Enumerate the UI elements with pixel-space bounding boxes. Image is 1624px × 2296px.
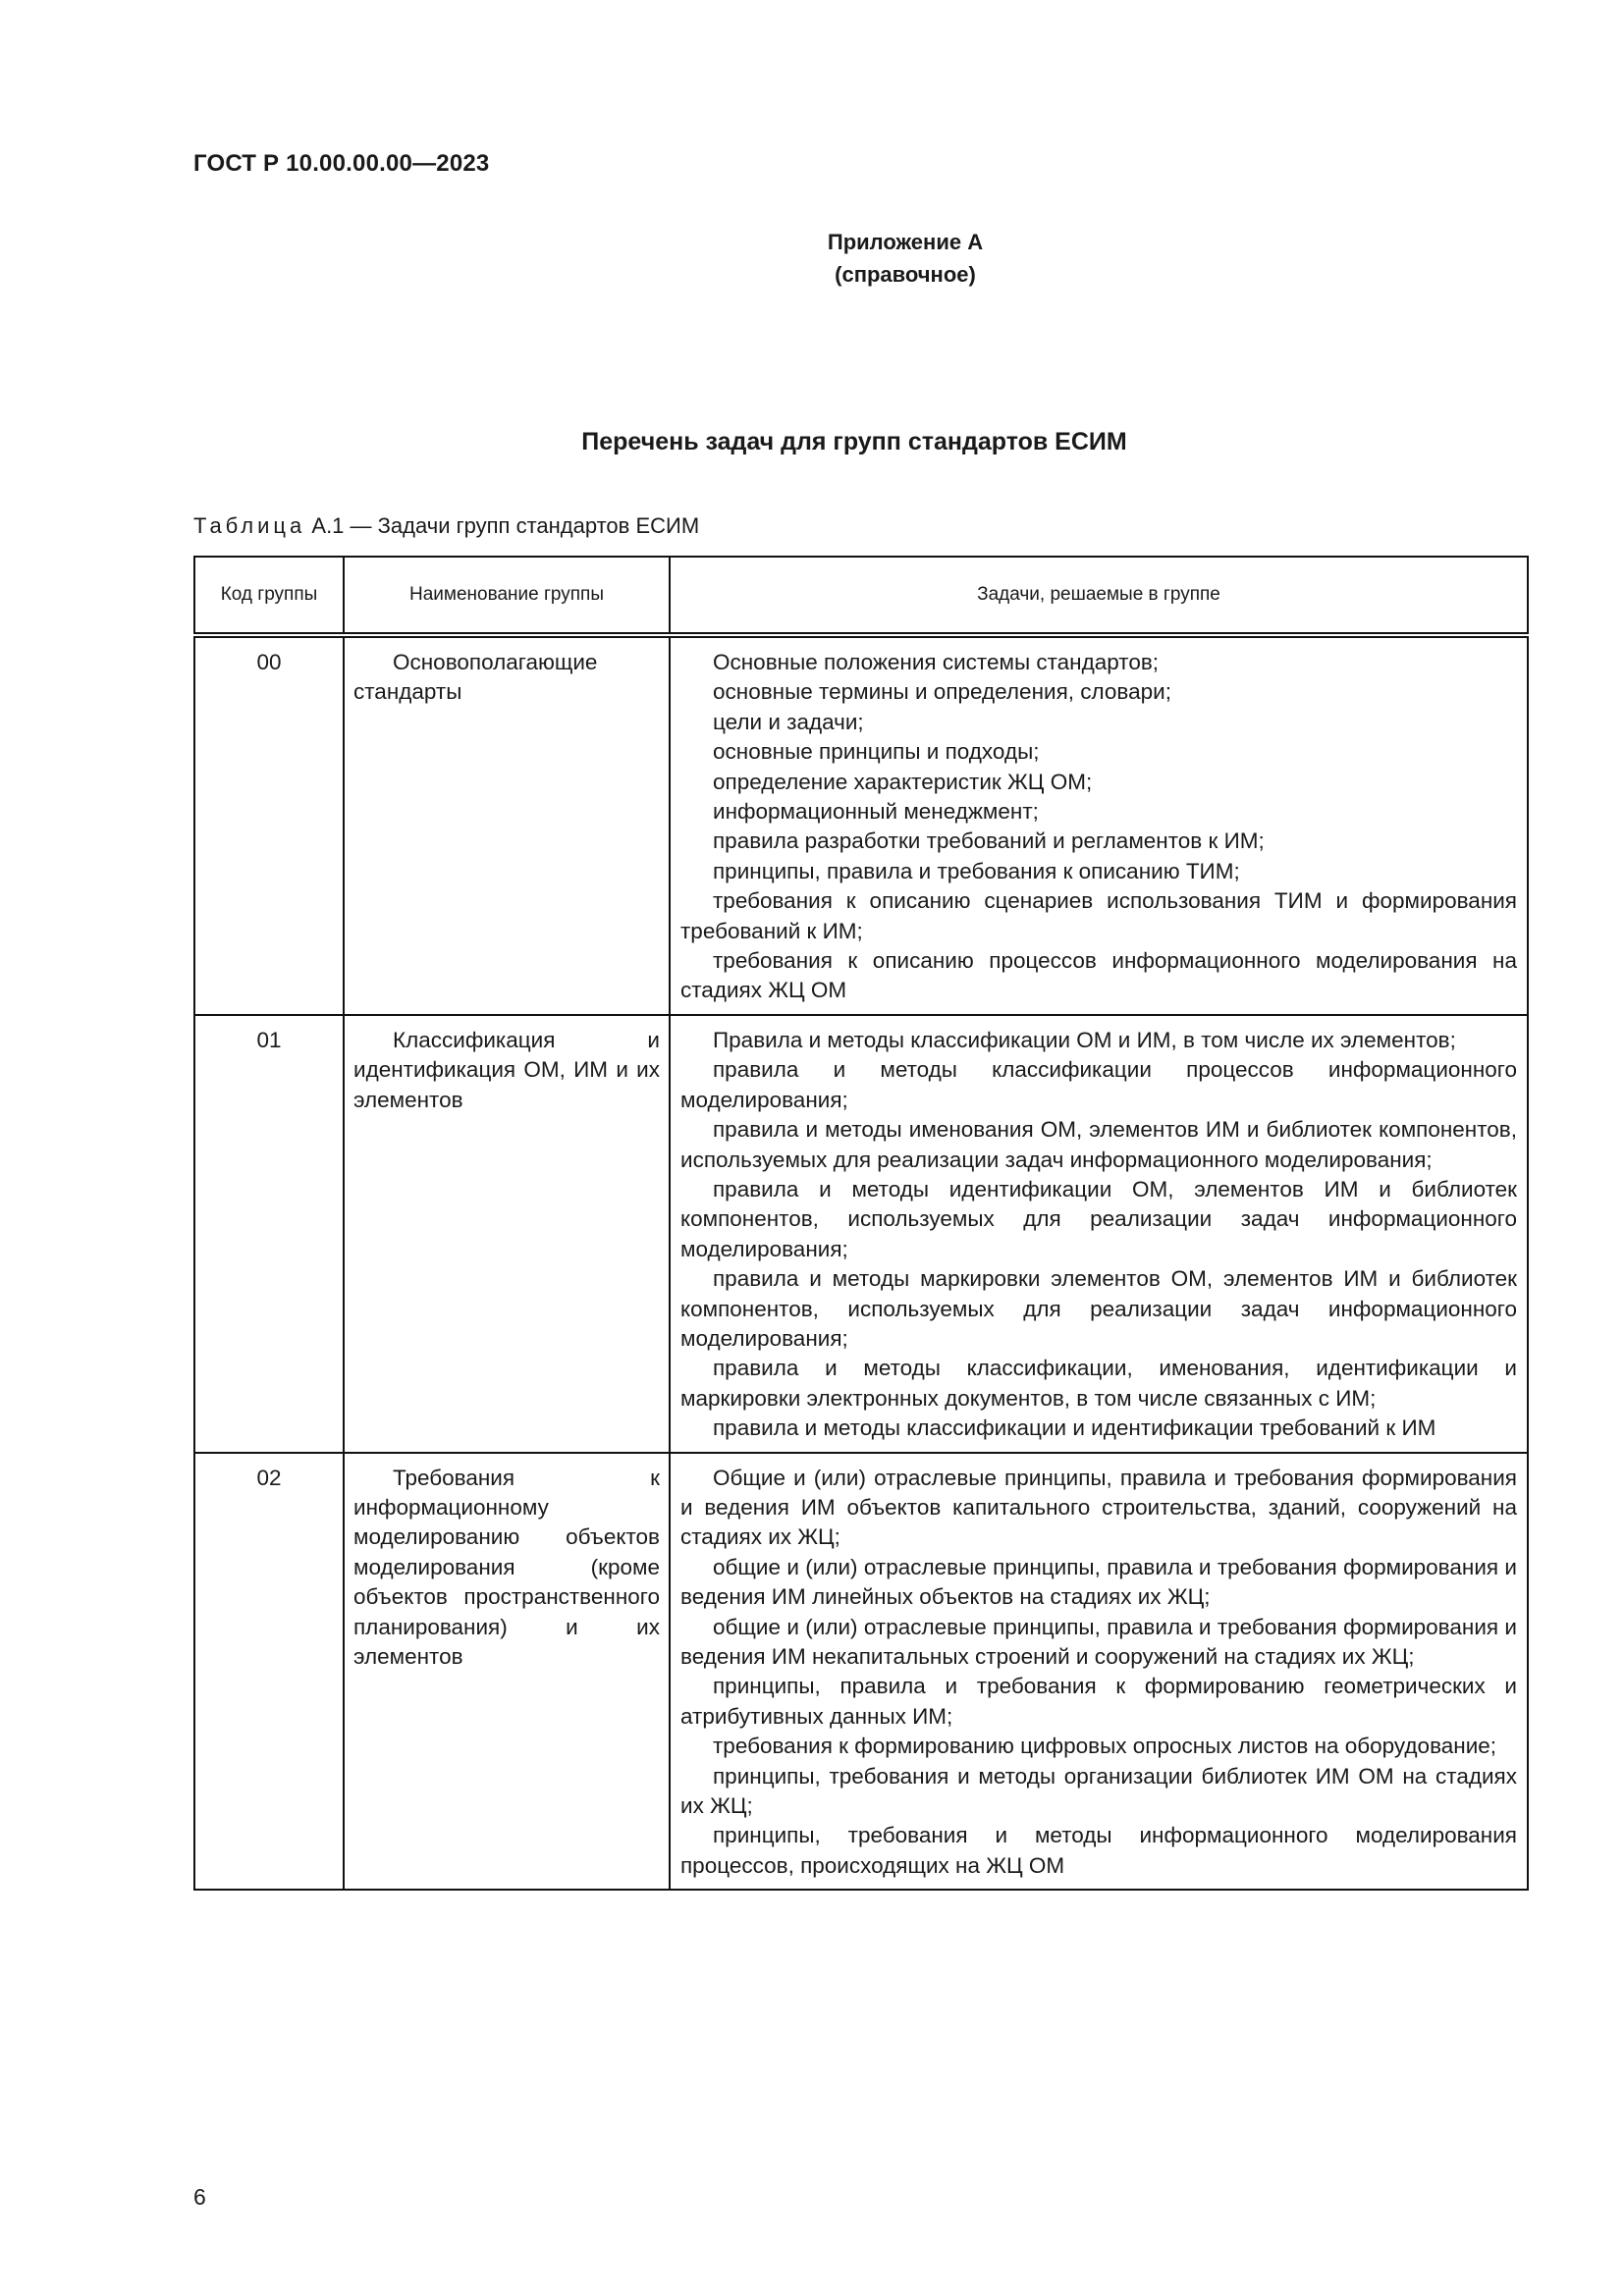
row-name bbox=[344, 1453, 670, 1891]
row-name-text: Основополагающие стандарты bbox=[353, 650, 598, 705]
task-item: правила и методы идентификации ОМ, элементов ИМ и библиотек компонентов, используемых для реализации задач информационного моделирования; bbox=[680, 1176, 1517, 1261]
task-item: принципы, требования и методы организации библиотек ИМ ОМ на стадиях их ЖЦ; bbox=[680, 1763, 1517, 1819]
document-code: ГОСТ Р 10.00.00.00—2023 bbox=[193, 150, 490, 177]
table-row bbox=[194, 1015, 1528, 1453]
task-item: правила и методы классификации процессов информационного моделирования; bbox=[680, 1057, 1517, 1112]
appendix-heading bbox=[0, 226, 1624, 291]
section-title: Перечень задач для групп стандартов ЕСИМ bbox=[581, 428, 1127, 455]
appendix-title: Приложение А bbox=[827, 230, 984, 254]
task-item: правила и методы именования ОМ, элементов ИМ и библиотек компонентов, используемых для реализации задач информационного моделирования; bbox=[680, 1117, 1517, 1172]
header-name: Наименование группы bbox=[344, 557, 670, 635]
task-item: принципы, требования и методы информационного моделирования процессов, происходящих на ЖЦ ОМ bbox=[680, 1823, 1517, 1878]
task-item: цели и задачи; bbox=[713, 709, 864, 734]
page-number: 6 bbox=[193, 2184, 206, 2210]
task-item: информационный менеджмент; bbox=[713, 799, 1039, 825]
row-tasks bbox=[670, 1453, 1528, 1891]
task-item: принципы, правила и требования к описанию ТИМ; bbox=[713, 858, 1240, 883]
table-header-row bbox=[194, 557, 1528, 635]
task-item: правила и методы классификации, именования, идентификации и маркировки электронных документов, в том числе связанных с ИМ; bbox=[680, 1356, 1517, 1411]
task-item: основные термины и определения, словари; bbox=[713, 679, 1171, 705]
table-caption bbox=[193, 513, 699, 539]
row-name bbox=[344, 1015, 670, 1453]
task-item: правила разработки требований и регламентов к ИМ; bbox=[713, 828, 1265, 854]
task-item: общие и (или) отраслевые принципы, правила и требования формирования и ведения ИМ некапитальных строений и сооружений на стадиях их ЖЦ; bbox=[680, 1614, 1517, 1669]
header-code: Код группы bbox=[194, 557, 344, 635]
row-name bbox=[344, 635, 670, 1015]
row-code: 00 bbox=[194, 635, 344, 1015]
row-tasks bbox=[670, 635, 1528, 1015]
task-item: требования к описанию сценариев использования ТИМ и формирования требований к ИМ; bbox=[680, 888, 1517, 943]
task-item: определение характеристик ЖЦ ОМ; bbox=[713, 769, 1093, 794]
tasks-table bbox=[193, 556, 1529, 1891]
table-row bbox=[194, 1453, 1528, 1891]
row-code: 01 bbox=[194, 1015, 344, 1453]
row-tasks bbox=[670, 1015, 1528, 1453]
row-name-text: Требования к информационному моделированию объектов моделирования (кроме объектов пространственного планирования) и их элементов bbox=[353, 1465, 660, 1669]
task-item: правила и методы классификации и идентификации требований к ИМ bbox=[713, 1415, 1436, 1441]
task-item: требования к описанию процессов информационного моделирования на стадиях ЖЦ ОМ bbox=[680, 948, 1517, 1003]
header-tasks: Задачи, решаемые в группе bbox=[670, 557, 1528, 635]
task-item: Правила и методы классификации ОМ и ИМ, в том числе их элементов; bbox=[713, 1027, 1456, 1052]
row-name-text: Классификация и идентификация ОМ, ИМ и их элементов bbox=[353, 1027, 660, 1112]
task-item: основные принципы и подходы; bbox=[713, 739, 1040, 765]
table-caption-text: А.1 — Задачи групп стандартов ЕСИМ bbox=[311, 513, 700, 538]
table-row bbox=[194, 635, 1528, 1015]
task-item: правила и методы маркировки элементов ОМ, элементов ИМ и библиотек компонентов, используемых для реализации задач информационного моделирования; bbox=[680, 1266, 1517, 1351]
row-code: 02 bbox=[194, 1453, 344, 1891]
task-item: общие и (или) отраслевые принципы, правила и требования формирования и ведения ИМ линейных объектов на стадиях их ЖЦ; bbox=[680, 1554, 1517, 1610]
task-item: принципы, правила и требования к формированию геометрических и атрибутивных данных ИМ; bbox=[680, 1674, 1517, 1729]
table-caption-prefix: Таблица bbox=[193, 513, 306, 538]
task-item: требования к формированию цифровых опросных листов на оборудование; bbox=[713, 1734, 1497, 1759]
task-item: Основные положения системы стандартов; bbox=[713, 650, 1160, 674]
appendix-subtitle: (справочное) bbox=[835, 262, 976, 287]
task-item: Общие и (или) отраслевые принципы, правила и требования формирования и ведения ИМ объектов капитального строительства, зданий, сооружений на стадиях их ЖЦ; bbox=[680, 1465, 1517, 1550]
